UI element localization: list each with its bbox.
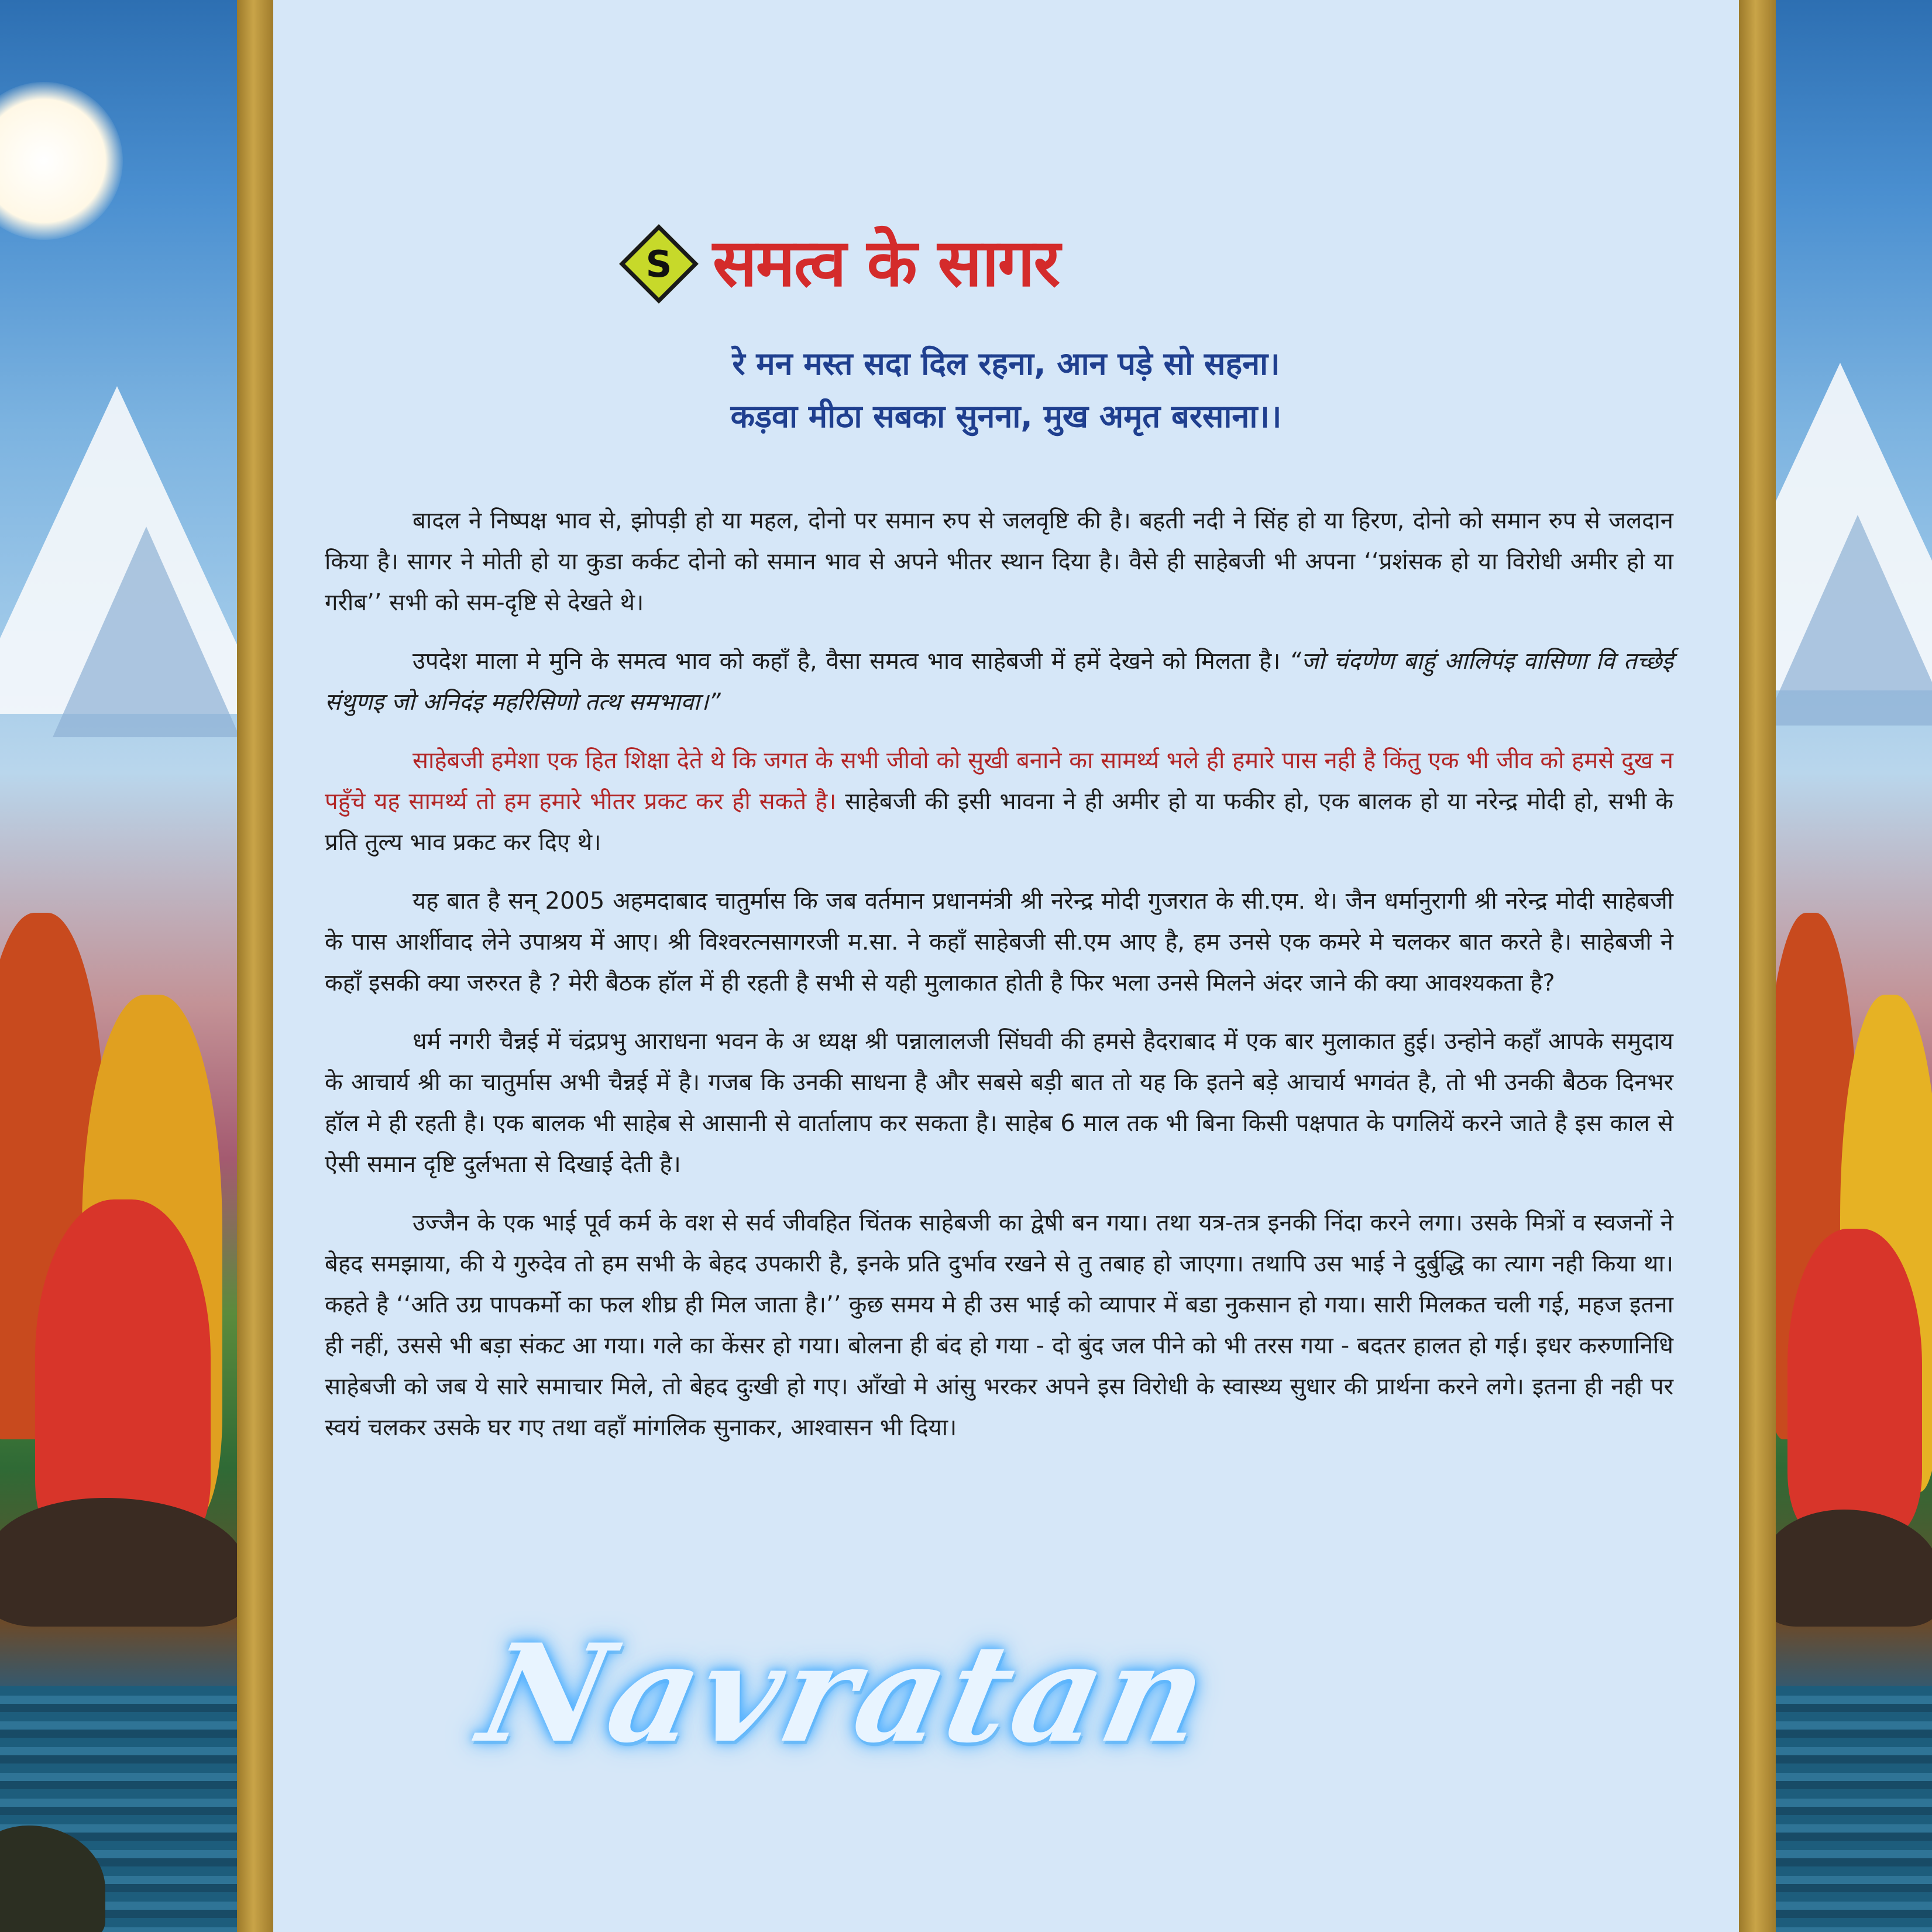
navratan-wordmark: Navratan (468, 1615, 1224, 1773)
paragraph-2-text: उपदेश माला मे मुनि के समत्व भाव को कहाँ है, वैसा समत्व भाव साहेबजी में हमें देखने को मिलता है। (412, 648, 1290, 675)
highlighted-teaching: साहेबजी हमेशा एक हित शिक्षा देते थे कि जगत के सभी जीवो को सुखी बनाने का सामर्थ्य भले ही हमारे पास नही है किंतु एक भी जीव को हमसे दुख न पहुँचे यह सामर्थ्य तो हम हमारे भीतर प्रकट कर ही सकते है। (325, 747, 1673, 815)
paragraph-4: यह बात है सन् 2005 अहमदाबाद चातुर्मास कि जब वर्तमान प्रधानमंत्री श्री नरेन्द्र मोदी गुजरात के सी.एम. थे। जैन धर्मानुरागी श्री नरेन्द्र मोदी साहेबजी के पास आर्शीवाद लेने उपाश्रय में आए। श्री विश्वरत्नसागरजी म.सा. ने कहाँ साहेबजी सी.एम आए है, हम उनसे एक कमरे मे चलकर बात करते है। साहेबजी ने कहाँ इसकी क्या जरुरत है ? मेरी बैठक हॉल में ही रहती है सभी से यही मुलाकात होती है फिर भला उनसे मिलने अंदर जाने की क्या आवश्यकता है? (325, 888, 1673, 996)
right-scenery-painting (1776, 0, 1932, 1932)
mountain-shade (53, 527, 237, 737)
couplet-line-2: कड़वा मीठा सबका सुनना, मुख अमृत बरसाना।। (730, 398, 1282, 435)
paragraph-6: उज्जैन के एक भाई पूर्व कर्म के वश से सर्व जीवहित चिंतक साहेबजी का द्वेषी बन गया। तथा यत्र-तत्र इनकी निंदा करने लगा। उसके मित्रों व स्वजनों ने बेहद समझाया, की ये गुरुदेव तो हम सभी के बेहद उपकारी है, इनके प्रति दुर्भाव रखने से तु तबाह हो जाएगा। तथापि उस भाई ने दुर्बुद्धि का त्याग नही किया था। कहते है ‘‘अति उग्र पापकर्मो का फल शीघ्र ही मिल जाता है।’’ कुछ समय मे ही उस भाई को व्यापार में बडा नुकसान हो गया। सारी मिलकत चली गई, महज इतना ही नहीं, उससे भी बड़ा संकट आ गया। गले का केंसर हो गया। बोलना ही बंद हो गया - दो बुंद जल पीने को भी तरस गया - बदतर हालत हो गई। इधर करुणानिधि साहेबजी को जब ये सारे समाचार मिले, तो बेहद दुःखी हो गए। आँखो मे आंसु भरकर अपने इस विरोधी के स्वास्थ्य सुधार की प्रार्थना करने लगे। इतना ही नही पर स्वयं चलकर उसके घर गए तथा वहाँ मांगलिक सुनाकर, आश्वासन भी दिया। (325, 1209, 1673, 1441)
s-logo-icon (614, 219, 702, 307)
prakrit-quote: “जो चंदणेण बाहुं आलिपंइ वासिणा वि तच्छेई संथुणइ जो अनिदंइ महरिसिणो तत्थ समभावा।” (325, 648, 1673, 716)
article-body (325, 500, 1673, 1466)
mountain-shade (1776, 515, 1932, 726)
rock (1776, 1510, 1932, 1627)
paragraph-1: बादल ने निष्पक्ष भाव से, झोपड़ी हो या महल, दोनो पर समान रुप से जलवृष्टि की है। बहती नदी ने सिंह हो या हिरण, दोनो को समान रुप से जलदान किया है। सागर ने मोती हो या कुडा कर्कट दोनो को समान भाव से अपने भीतर स्थान दिया है। वैसे ही साहेबजी भी अपना ‘‘प्रशंसक हो या विरोधी अमीर हो या गरीब’’ सभी को सम-दृष्टि से देखते थे। (325, 507, 1673, 616)
rock (0, 1498, 237, 1627)
page-title (614, 214, 1059, 313)
moon (0, 82, 123, 240)
paragraph-3-text: साहेबजी की इसी भावना ने ही अमीर हो या फकीर हो, एक बालक हो या नरेन्द्र मोदी हो, सभी के प्रति तुल्य भाव प्रकट कर दिए थे। (325, 788, 1673, 856)
left-scenery-painting (0, 0, 237, 1932)
figure (1787, 1229, 1922, 1533)
couplet-line-1: रे मन मस्त सदा दिल रहना, आन पड़े सो सहना। (732, 345, 1280, 382)
paragraph-5: धर्म नगरी चैन्नई में चंद्रप्रभु आराधना भवन के अ ध्यक्ष श्री पन्नालालजी सिंघवी की हमसे हैदराबाद में एक बार मुलाकात हुई। उन्होने कहाँ आपके समुदाय के आचार्य श्री का चातुर्मास अभी चैन्नई में है। गजब कि उनकी साधना है और सबसे बड़ी बात तो यह कि इतने बड़े आचार्य भगवंत है, तो भी उनकी बैठक दिनभर हॉल मे ही रहती है। एक बालक भी साहेब से आसानी से वार्तालाप कर सकता है। साहेब 6 माल तक भी बिना किसी पक्षपात के पगलियें करने जाते है इस काल से ऐसी समान दृष्टि दुर्लभता से दिखाई देती है। (325, 1028, 1673, 1178)
water (1776, 1686, 1932, 1932)
paragraph-2 (325, 641, 1673, 723)
logo-letter: S (645, 242, 672, 286)
title-text: समत्व के सागर (713, 225, 1060, 301)
gold-border-left (237, 0, 273, 1932)
paragraph-3 (325, 740, 1673, 863)
gold-border-right (1739, 0, 1776, 1932)
